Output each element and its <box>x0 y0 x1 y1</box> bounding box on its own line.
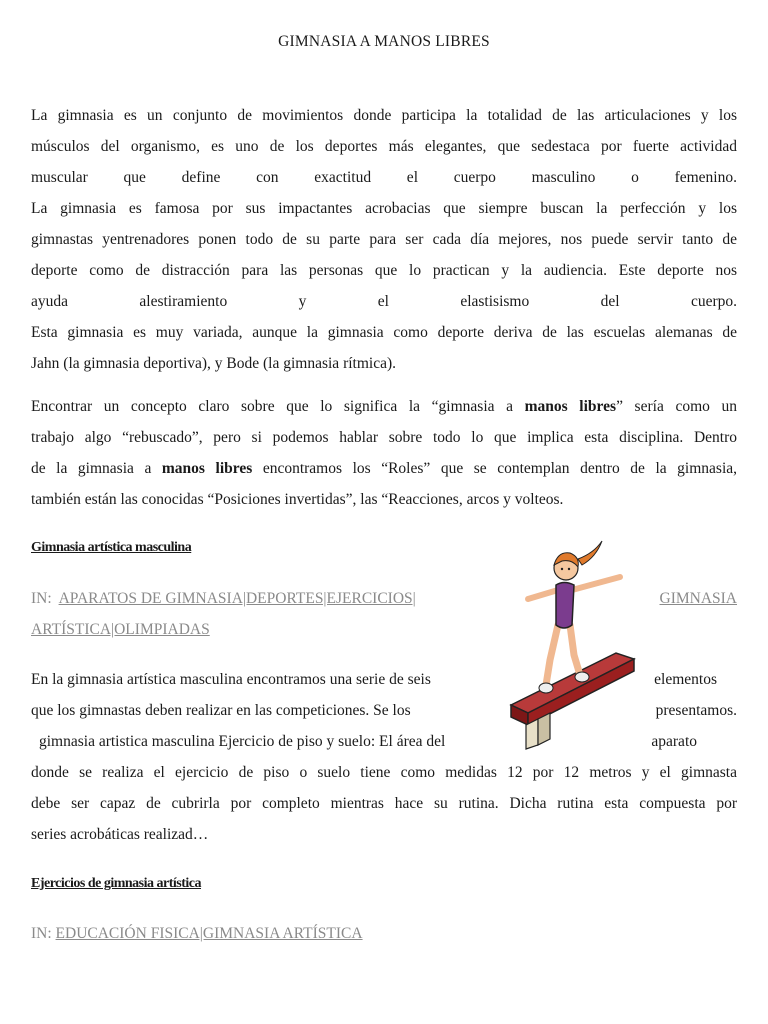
text-line: gimnasia artistica masculina Ejercicio de piso y suelo: El área del aparato <box>39 733 697 750</box>
text-line: donde se realiza el ejercicio de piso o suelo tiene como medidas 12 por 12 metros y el gimnasta <box>31 764 737 781</box>
tag-link-educacion-fisica[interactable]: EDUCACIÓN FISICA|GIMNASIA ARTÍSTICA <box>55 925 363 942</box>
bold-term: manos libres <box>161 460 253 477</box>
text-line: que los gimnastas deben realizar en las competiciones. Se los presentamos. <box>31 702 737 719</box>
text-line: también están las conocidas “Posiciones invertidas”, las “Reacciones, arcos y volteos. <box>31 491 564 508</box>
text-line: ayuda alestiramiento y el elastisismo del cuerpo. <box>31 293 737 310</box>
text-line: series acrobáticas realizad… <box>31 826 209 843</box>
text-line: deporte como de distracción para las personas que lo practican y la audiencia. Este deporte nos <box>31 262 737 279</box>
tag-prefix: IN: <box>31 925 52 942</box>
text-line: Esta gimnasia es muy variada, aunque la gimnasia como deporte deriva de las escuelas alemanas de <box>31 324 737 341</box>
page-title: GIMNASIA A MANOS LIBRES <box>278 33 490 50</box>
tag-line <box>31 918 363 949</box>
gymnast-on-beam-illustration <box>506 535 636 750</box>
text-line: gimnastas yentrenadores ponen todo de su parte para ser cada día mejores, nos puede servir tanto de <box>31 231 737 248</box>
tag-prefix: IN: <box>31 590 52 607</box>
tag-link-categories[interactable]: APARATOS DE GIMNASIA|DEPORTES|EJERCICIOS| <box>58 590 416 607</box>
section-heading: Ejercicios de gimnasia artística <box>31 876 201 891</box>
intro-paragraph <box>31 100 737 379</box>
tag-link-gimnasia[interactable]: GIMNASIA <box>659 590 737 607</box>
text-line: debe ser capaz de cubrirla por completo mientras hace su rutina. Dicha rutina esta compuesta por <box>31 795 737 812</box>
text-line: Encontrar un concepto claro sobre que lo significa la “gimnasia a manos libres” sería como un <box>31 398 737 415</box>
text-line: Jahn (la gimnasia deportiva), y Bode (la gimnasia rítmica). <box>31 355 396 372</box>
concept-paragraph <box>31 391 737 515</box>
text-line: muscular que define con exactitud el cuerpo masculino o femenino. <box>31 169 737 186</box>
text-line: La gimnasia es famosa por sus impactantes acrobacias que siempre buscan la perfección y los <box>31 200 737 217</box>
tag-link-olimpiadas[interactable]: ARTÍSTICA|OLIMPIADAS <box>31 621 210 638</box>
section-heading: Gimnasia artística masculina <box>31 540 192 555</box>
bold-term: manos libres <box>524 398 617 415</box>
text-line: de la gimnasia a manos libres encontramos los “Roles” que se contemplan dentro de la gimnasia, <box>31 460 738 477</box>
text-line: músculos del organismo, es uno de los deportes más elegantes, que sedestaca por fuerte actividad <box>31 138 737 155</box>
text-line: La gimnasia es un conjunto de movimientos donde participa la totalidad de las articulaciones y los <box>31 107 737 124</box>
text-line: En la gimnasia artística masculina encontramos una serie de seis elementos <box>31 671 717 688</box>
text-line: trabajo algo “rebuscado”, pero si podemos hablar sobre todo lo que implica esta disciplina. Dentro <box>31 429 737 446</box>
